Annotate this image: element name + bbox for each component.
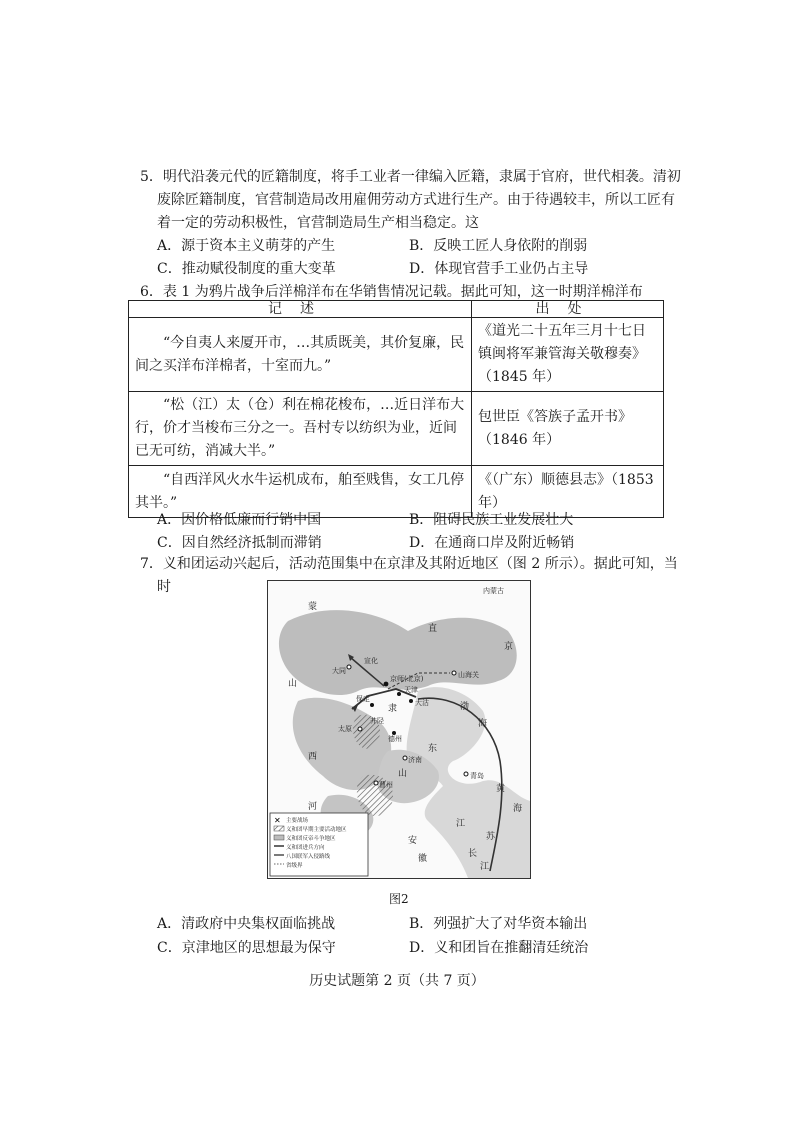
- region-char: 安: [408, 836, 418, 846]
- q5-option-c[interactable]: C．推动赋役制度的重大变革: [157, 261, 336, 277]
- table-row: [129, 392, 664, 466]
- q7-option-b[interactable]: B．列强扩大了对华资本输出: [409, 916, 588, 932]
- figure-caption: 图2: [389, 892, 409, 906]
- region-char: 河: [308, 802, 318, 812]
- region-char: 蒙: [308, 602, 318, 612]
- q7-option-c[interactable]: C．京津地区的思想最为保守: [157, 940, 336, 956]
- legend-swatch: [274, 826, 284, 831]
- region-char: 黄: [496, 784, 506, 794]
- battle-icon: ✕: [274, 816, 281, 825]
- table-cell-source: 《道光二十五年三月十七日镇闽将军兼管海关敬穆奏》（1845 年）: [472, 318, 664, 392]
- map-label: 曹州: [379, 781, 393, 789]
- region-char: 直: [428, 624, 438, 634]
- table-cell-source: 《（广东）顺德县志》（1853 年）: [472, 466, 664, 518]
- region-char: 海: [478, 719, 488, 729]
- region-char: 江: [480, 862, 490, 872]
- region-char: 山: [288, 679, 298, 689]
- city-marker: [464, 772, 468, 776]
- legend-item: 义和团进兵方向: [286, 845, 325, 851]
- map-label: 内蒙古: [483, 587, 504, 595]
- q6-option-b[interactable]: B．阻碍民族工业发展壮大: [409, 512, 574, 528]
- table-header-row: [129, 301, 664, 318]
- table-cell-source: 包世臣《答族子孟开书》（1846 年）: [472, 392, 664, 466]
- map-label: 青岛: [470, 772, 484, 780]
- page-footer: 历史试题第 2 页（共 7 页）: [309, 973, 485, 989]
- map-label: 宣化: [364, 657, 378, 665]
- table-cell-record: “自西洋风火水牛运机成布，舶至贱售，女工几停其半。”: [129, 466, 472, 518]
- table-header-source: 出处: [472, 301, 664, 318]
- map-label: 天津: [404, 686, 418, 694]
- figure-2-map: [267, 580, 531, 879]
- legend-item: 义和团反帝斗争地区: [286, 836, 336, 842]
- q5-option-d[interactable]: D．体现官营手工业仍占主导: [409, 261, 589, 277]
- q7-option-a[interactable]: A．清政府中央集权面临挑战: [157, 916, 336, 932]
- map-label: 大沽: [415, 699, 429, 707]
- region-char: 东: [428, 744, 438, 754]
- question-6-stem: 6．表 1 为鸦片战争后洋棉洋布在华销售情况记载。据此可知，这一时期洋棉洋布: [140, 284, 643, 300]
- q6-option-c[interactable]: C．因自然经济抵制而滞销: [157, 535, 322, 551]
- map-label: 保定: [356, 695, 370, 703]
- boxer-movement-map: [268, 581, 530, 878]
- region-char: 西: [308, 752, 318, 762]
- table-header-record: 记述: [129, 301, 472, 318]
- q6-option-a[interactable]: A．因价格低廉而行销中国: [157, 512, 322, 528]
- region-char: 京: [504, 642, 514, 652]
- q5-option-a[interactable]: A．源于资本主义萌芽的产生: [157, 238, 336, 254]
- city-marker: [403, 756, 407, 760]
- city-marker: [409, 699, 413, 703]
- region-char: 长: [468, 849, 478, 859]
- region-char: 山: [398, 769, 408, 779]
- legend-item: 八国联军入侵路线: [286, 854, 331, 860]
- q6-option-d[interactable]: D．在通商口岸及附近畅销: [409, 535, 575, 551]
- region-char: 渤: [460, 702, 470, 712]
- region-char: 徽: [418, 854, 428, 864]
- map-label: 山海关: [458, 671, 479, 679]
- map-label: 德州: [388, 735, 402, 743]
- q7-option-d[interactable]: D．义和团旨在推翻清廷统治: [409, 940, 589, 956]
- city-marker: [347, 665, 351, 669]
- question-7-stem: 7．义和团运动兴起后，活动范围集中在京津及其附近地区（图 2 所示）。据此可知，当时: [140, 556, 678, 595]
- map-label: 京师(北京): [390, 675, 424, 683]
- city-marker: [384, 682, 389, 687]
- legend-item: 主要战场: [286, 818, 309, 824]
- legend-item: 省级界: [286, 863, 303, 869]
- question-5-stem: 5．明代沿袭元代的匠籍制度，将手工业者一律编入匠籍，隶属于官府，世代相袭。清初废除匠籍制度，官营制造局改用雇佣劳动方式进行生产。由于待遇较丰，所以工匠有着一定的劳动积极性，官营制造局生产相当稳定。这: [140, 169, 681, 231]
- q5-option-b[interactable]: B．反映工匠人身依附的削弱: [409, 238, 588, 254]
- legend-item: 义和团早期主要活动地区: [286, 827, 347, 833]
- region-char: 海: [513, 804, 523, 814]
- city-marker: [374, 781, 378, 785]
- legend-swatch: [274, 835, 284, 840]
- city-marker: [397, 692, 401, 696]
- map-label: 太原: [338, 725, 352, 733]
- map-label: 大同: [332, 667, 346, 675]
- region-char: 江: [456, 819, 466, 829]
- table-1: [128, 300, 664, 518]
- table-cell-record: “今自夷人来厦开市，…其质既美，其价复廉，民间之买洋布洋棉者，十室而九。”: [129, 318, 472, 392]
- city-marker: [452, 671, 456, 675]
- map-label: 井陉: [370, 717, 384, 725]
- region-char: 隶: [388, 704, 398, 714]
- city-marker: [358, 727, 362, 731]
- city-marker: [370, 703, 374, 707]
- table-cell-record: “松（江）太（仓）利在棉花梭布，…近日洋布大行，价才当梭布三分之一。吾村专以纺织为业，近间已无可纺，消减大半。”: [129, 392, 472, 466]
- map-label: 济南: [408, 756, 422, 764]
- region-char: 苏: [486, 832, 496, 842]
- table-row: [129, 318, 664, 392]
